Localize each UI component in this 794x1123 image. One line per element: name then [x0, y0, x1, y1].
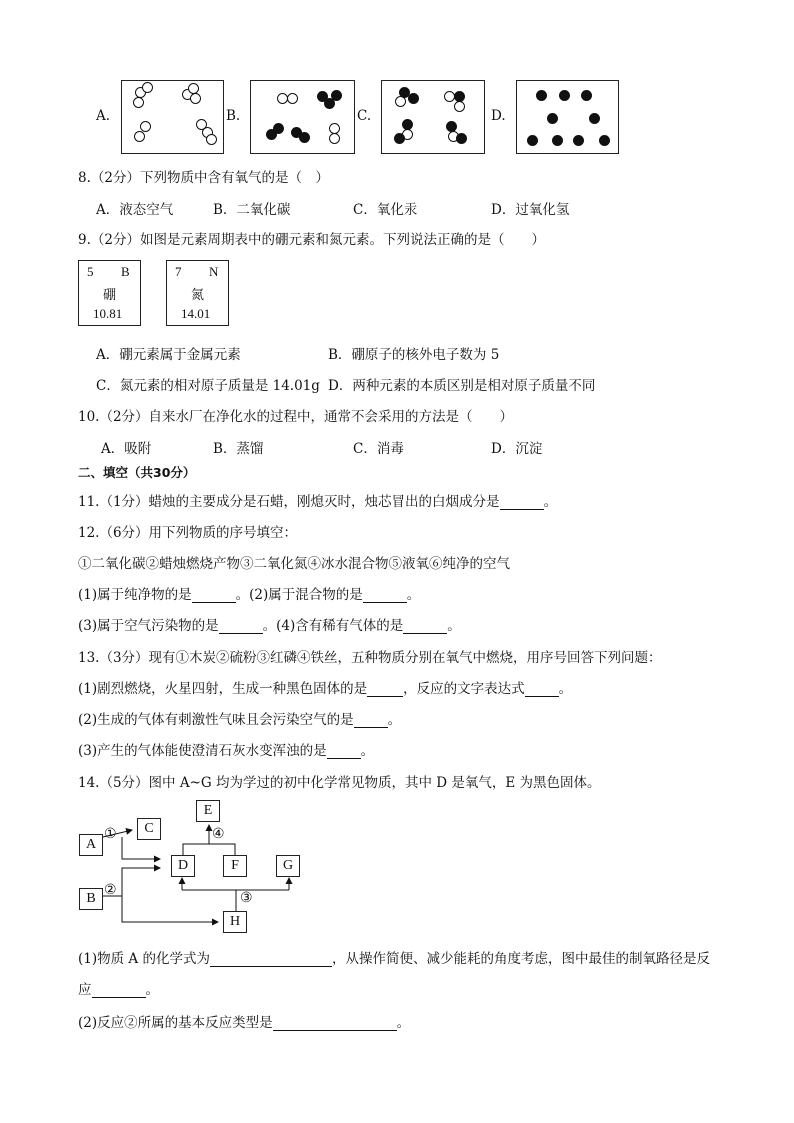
q8-stem: 8.（2分）下列物质中含有氧气的是（ ） [78, 170, 329, 186]
node-f: F [223, 855, 247, 877]
boron-mass: 10.81 [93, 306, 123, 321]
q9-option-c: C．氮元素的相对原子质量是 14.01g [96, 378, 320, 394]
q14-line3: (2)反应②所属的基本反应类型是 。 [78, 1015, 411, 1031]
q8-option-c: C．氧化汞 [353, 202, 418, 218]
boron-number: 5 [87, 264, 94, 279]
q14-blank-1[interactable] [210, 953, 332, 968]
arrow-label-3: ③ [240, 890, 253, 906]
q7-option-d-label: D. [491, 108, 506, 124]
q8-option-d: D．过氧化氢 [491, 202, 570, 218]
node-c: C [137, 818, 161, 840]
arrow-label-2: ② [104, 882, 117, 898]
q14-stem: 14.（5分）图中 A~G 均为学过的初中化学常见物质，其中 D 是氧气，E 为黑色固体。 [78, 775, 601, 791]
node-b: B [79, 888, 103, 910]
q8-option-b: B．二氧化碳 [213, 202, 291, 218]
q8-option-a: A．液态空气 [96, 202, 174, 218]
nitrogen-name: 氮 [191, 288, 205, 303]
q13-line2: (2)生成的气体有刺激性气味且会污染空气的是 。 [78, 712, 402, 728]
q12-line1: (1)属于纯净物的是 。(2)属于混合物的是 。 [78, 587, 421, 603]
q9-option-a: A．硼元素属于金属元素 [96, 347, 241, 363]
boron-symbol: B [121, 264, 130, 279]
arrow-label-1: ① [104, 826, 117, 842]
q9-stem: 9.（2分）如图是元素周期表中的硼元素和氮元素。下列说法正确的是（ ） [78, 232, 545, 248]
q11-stem: 11.（1分）蜡烛的主要成分是石蜡，刚熄灭时，烛芯冒出的白烟成分是 [78, 494, 500, 510]
node-g: G [276, 855, 300, 877]
q13-line3: (3)产生的气体能使澄清石灰水变浑浊的是 。 [78, 743, 375, 759]
q10-option-a: A．吸附 [101, 441, 152, 457]
q12-substance-list: ①二氧化碳②蜡烛燃烧产物③二氧化氮④冰水混合物⑤液氧⑥纯净的空气 [78, 556, 510, 572]
q13-line1: (1)剧烈燃烧，火星四射，生成一种黑色固体的是 ，反应的文字表达式 。 [78, 681, 573, 697]
q13-stem: 13.（3分）现有①木炭②硫粉③红磷④铁丝，五种物质分别在氧气中燃烧，用序号回答下列问题： [78, 650, 662, 666]
node-e: E [196, 800, 220, 822]
section-heading: 二、填空（共30分） [78, 465, 196, 480]
q7-option-b-label: B. [226, 108, 241, 124]
q12-line2: (3)属于空气污染物的是 。(4)含有稀有气体的是 。 [78, 618, 461, 634]
q10-option-b: B．蒸馏 [213, 441, 264, 457]
q7-option-c-label: C. [357, 108, 372, 124]
nitrogen-symbol: N [209, 264, 219, 279]
q14-blank-3[interactable] [273, 1017, 397, 1032]
node-a: A [79, 834, 103, 856]
arrow-label-4: ④ [212, 826, 225, 842]
q10-option-d: D．沉淀 [491, 441, 543, 457]
node-h: H [223, 911, 247, 933]
q10-option-c: C．消毒 [353, 441, 404, 457]
q9-option-d: D．两种元素的本质区别是相对原子质量不同 [328, 378, 596, 394]
q14-line2: 应 。 [78, 982, 159, 998]
q9-option-b: B．硼原子的核外电子数为 5 [328, 347, 500, 363]
q11-text: 11.（1分）蜡烛的主要成分是石蜡，刚熄灭时，烛芯冒出的白烟成分是 。 [78, 494, 558, 510]
nitrogen-mass: 14.01 [181, 306, 211, 321]
q10-stem: 10.（2分）自来水厂在净化水的过程中，通常不会采用的方法是（ ） [78, 409, 514, 425]
q14-blank-2[interactable] [92, 984, 146, 999]
boron-name: 硼 [103, 288, 117, 303]
q14-line1: (1)物质 A 的化学式为 ，从操作简便、减少能耗的角度考虑，图中最佳的制氧路径是反 [78, 951, 710, 967]
nitrogen-number: 7 [175, 264, 182, 279]
q12-stem: 12.（6分）用下列物质的序号填空： [78, 525, 298, 541]
node-d: D [171, 855, 195, 877]
q7-option-a-label: A. [96, 108, 111, 124]
